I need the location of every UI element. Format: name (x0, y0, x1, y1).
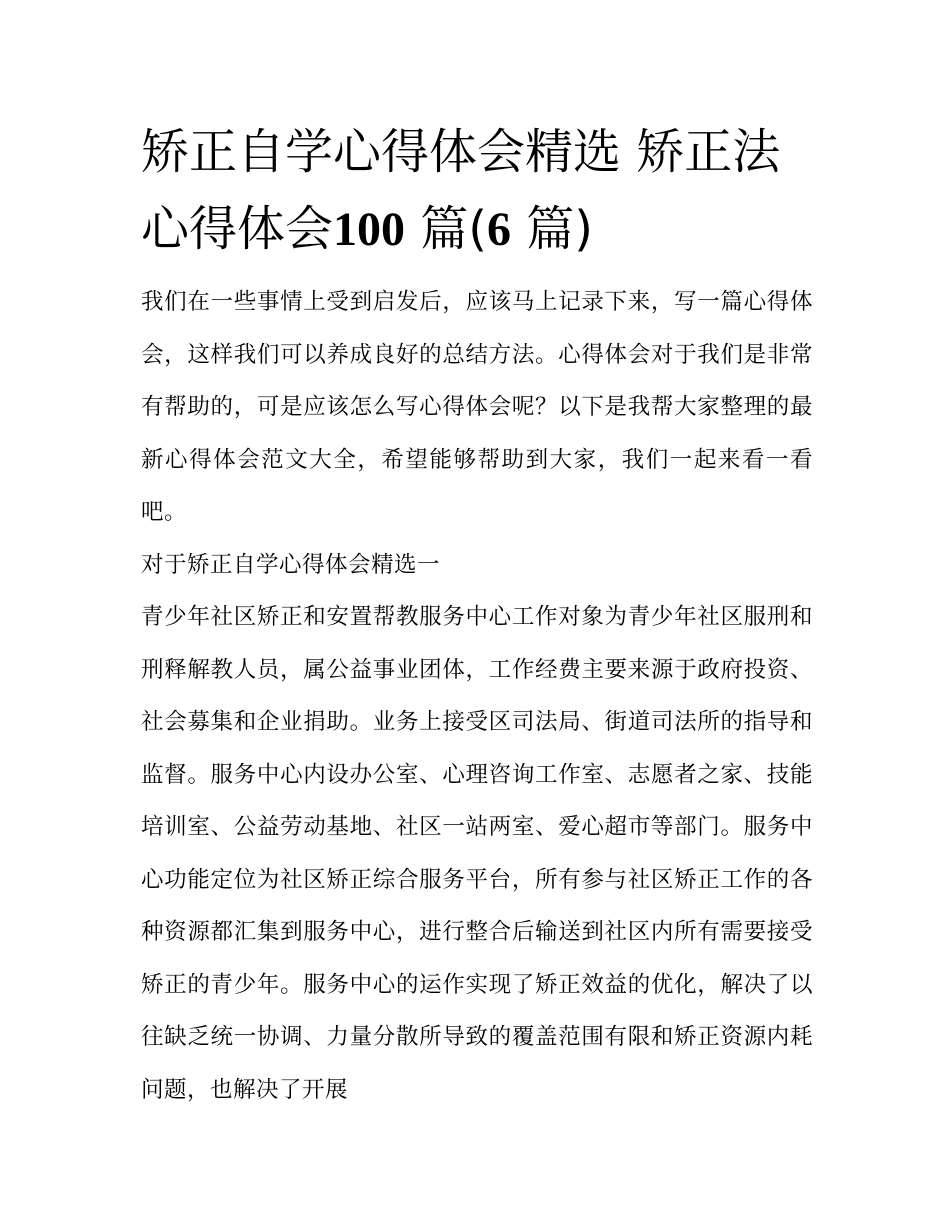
title-text-2: 篇( (405, 201, 488, 257)
document-title (141, 114, 813, 268)
body-paragraph: 青少年社区矫正和安置帮教服务中心工作对象为青少年社区服刑和刑释解教人员，属公益事业团体，工作经费主要来源于政府投资、社会募集和企业捐助。业务上接受区司法局、街道司法所的指导和监督。服务中心内设办公室、心理咨询工作室、志愿者之家、技能培训室、公益劳动基地、社区一站两室、爱心超市等部门。服务中心功能定位为社区矫正综合服务平台，所有参与社区矫正工作的各种资源都汇集到服务中心，进行整合后输送到社区内所有需要接受矫正的青少年。服务中心的运作实现了矫正效益的优化，解决了以往缺乏统一协调、力量分散所导致的覆盖范围有限和矫正资源内耗问题，也解决了开展 (141, 604, 813, 1103)
title-count-2: 6 (487, 203, 512, 256)
intro-paragraph: 我们在一些事情上受到启发后，应该马上记录下来，写一篇心得体会，这样我们可以养成良好的总结方法。心得体会对于我们是非常有帮助的，可是应该怎么写心得体会呢？以下是我帮大家整理的最新心得体会范文大全，希望能够帮助到大家，我们一起来看一看吧。 (141, 289, 813, 525)
document-page (141, 114, 813, 1116)
section-heading: 对于矫正自学心得体会精选一 (141, 551, 441, 578)
title-text: 矫正自学心得体会精选 矫正法心得体会 (141, 124, 781, 257)
title-text-3: 篇) (511, 201, 594, 257)
title-count: 100 (333, 203, 406, 256)
